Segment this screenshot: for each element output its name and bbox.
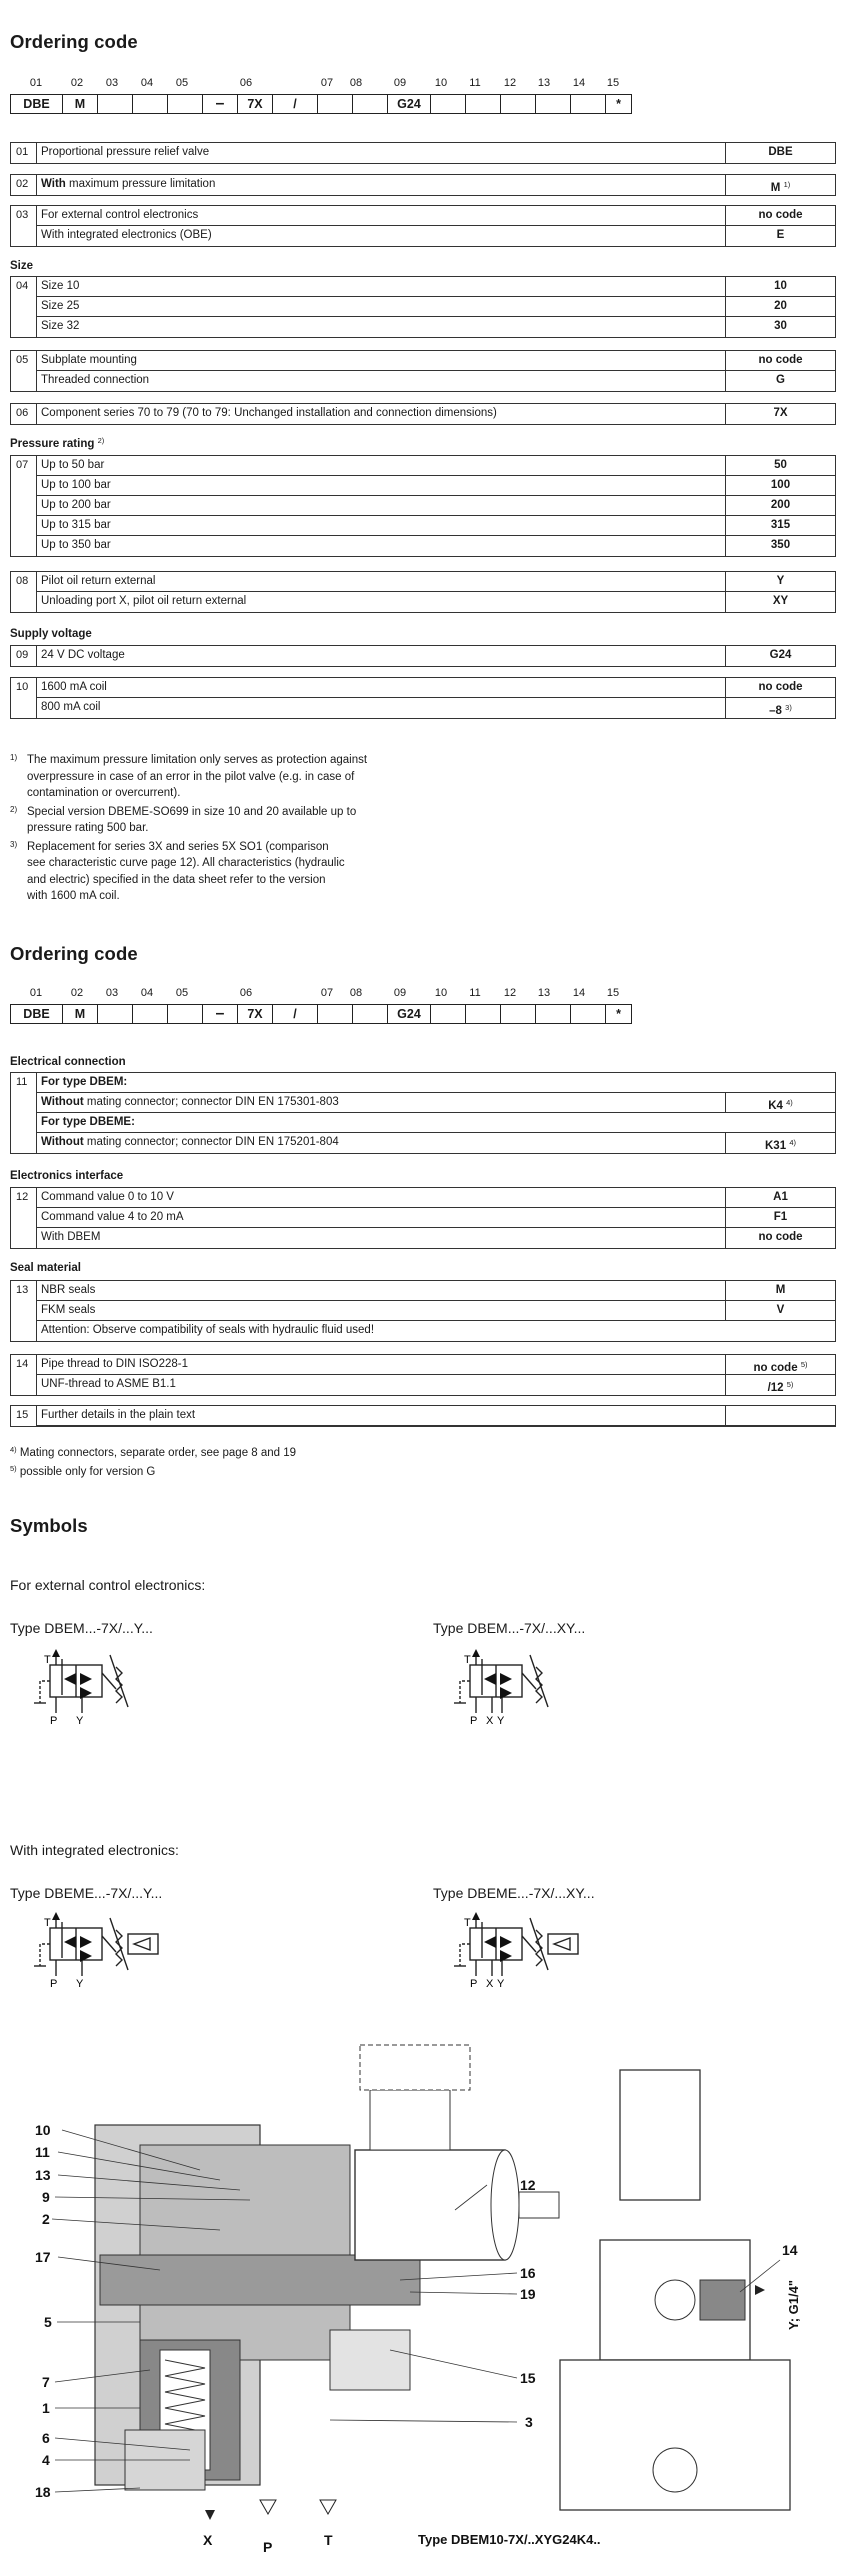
code-cell-13: [536, 1005, 571, 1023]
pilot-section-shape: [100, 2255, 420, 2305]
code-cell-09: G24: [388, 1005, 431, 1023]
symbol-type-c: Type DBEME...-7X/...Y...: [10, 1885, 163, 1901]
row-code: 7X: [725, 404, 835, 424]
row-desc: 24 V DC voltage: [41, 649, 125, 661]
code-cell-03: [98, 1005, 133, 1023]
table-row: [37, 1113, 835, 1133]
callout-19: 19: [520, 2286, 536, 2302]
pos-01: 01: [29, 987, 43, 999]
row-code: K4 $^{4)}$: [725, 1093, 835, 1112]
table-row: [37, 226, 835, 246]
table-08: [10, 571, 836, 613]
code-cell-11: [466, 1005, 501, 1023]
table-row: [37, 698, 835, 718]
code-cell-14: [571, 1005, 606, 1023]
row-code: M $^{1)}$: [725, 175, 835, 195]
table-index: 14: [11, 1355, 37, 1395]
ordering-code-strip: [10, 94, 632, 114]
table-row: [37, 1188, 835, 1208]
row-desc: With DBEM: [41, 1231, 101, 1243]
table-row: [37, 678, 835, 698]
row-desc: UNF-thread to ASME B1.1: [41, 1378, 176, 1390]
table-row: [37, 1301, 835, 1321]
row-code: F1: [725, 1208, 835, 1227]
table-15: [10, 1405, 836, 1427]
pos-05: 05: [175, 77, 189, 89]
table-index: 05: [11, 351, 37, 391]
row-desc: Size 32: [41, 320, 80, 332]
row-desc: Size 10: [41, 280, 80, 292]
row-code: 10: [725, 277, 835, 296]
row-desc: NBR seals: [41, 1284, 96, 1296]
callout-14: 14: [782, 2242, 798, 2258]
position-numbers: [0, 77, 853, 91]
table-row: [37, 317, 835, 337]
row-code: 315: [725, 516, 835, 535]
table-row: [37, 536, 835, 556]
side-solenoid-shape: [620, 2070, 700, 2200]
port-x-arrow: [205, 2510, 215, 2520]
port-t-label: T: [464, 1654, 471, 1666]
drawing-caption: Type DBEM10-7X/..XYG24K4..: [418, 2532, 601, 2547]
pos-04: 04: [140, 987, 154, 999]
pos-07: 07: [320, 77, 334, 89]
row-desc: Component series 70 to 79 (70 to 79: Unchanged installation and connection dimensions): [41, 407, 497, 419]
table-index: 12: [11, 1188, 37, 1248]
table-row: [37, 404, 835, 424]
table-index: 13: [11, 1281, 37, 1341]
table-row: [37, 1321, 835, 1341]
pos-06: 06: [239, 987, 253, 999]
row-desc: Threaded connection: [41, 374, 150, 386]
pos-07: 07: [320, 987, 334, 999]
row-code: no code: [725, 351, 835, 370]
table-row: [37, 1093, 835, 1113]
external-electronics-label: For external control electronics:: [10, 1577, 206, 1593]
code-cell-10: [431, 1005, 466, 1023]
code-cell-05: [168, 1005, 203, 1023]
pos-06: 06: [239, 77, 253, 89]
code-dash: –: [203, 95, 238, 113]
symbol-type-a: Type DBEM...-7X/...Y...: [10, 1620, 153, 1636]
hydraulic-symbol-c: [20, 1908, 180, 1990]
callout-16: 16: [520, 2265, 536, 2281]
electronics-interface-heading: Electronics interface: [10, 1170, 124, 1182]
table-07: [10, 455, 836, 557]
callout-7: 7: [42, 2374, 50, 2390]
table-row: [37, 297, 835, 317]
row-code: 200: [725, 496, 835, 515]
footnote-4: $^{4)}$ Mating connectors, separate order, see page 8 and 19: [10, 1445, 297, 1459]
electrical-connection-heading: Electrical connection: [10, 1056, 126, 1068]
hydraulic-symbol-a: [20, 1645, 180, 1727]
code-cell-15: *: [616, 97, 621, 111]
table-05: [10, 350, 836, 392]
code-cell-12: [501, 1005, 536, 1023]
position-numbers-2: [0, 987, 853, 1001]
callout-12: 12: [520, 2177, 536, 2193]
code-cell-01: DBE: [11, 95, 63, 113]
table-row: [37, 277, 835, 297]
manual-override-shape: [519, 2192, 559, 2218]
callout-13: 13: [35, 2167, 51, 2183]
callout-10: 10: [35, 2122, 51, 2138]
table-row: [37, 206, 835, 226]
pos-13: 13: [537, 987, 551, 999]
port-t-label: T: [464, 1917, 471, 1929]
row-desc: Up to 100 bar: [41, 479, 111, 491]
table-index: 03: [11, 206, 37, 246]
code-cell-08: [353, 1005, 388, 1023]
pos-13: 13: [537, 77, 551, 89]
code-slash: /: [273, 1005, 318, 1023]
row-code: DBE: [725, 143, 835, 163]
footnotes-1: [10, 752, 430, 905]
row-code: 350: [725, 536, 835, 556]
row-desc: With maximum pressure limitation: [41, 178, 216, 190]
row-desc: Up to 350 bar: [41, 539, 111, 551]
code-cell-10: [431, 95, 466, 113]
symbol-type-b: Type DBEM...-7X/...XY...: [433, 1620, 586, 1636]
row-code: XY: [725, 592, 835, 612]
table-index: 07: [11, 456, 37, 556]
row-desc: Further details in the plain text: [41, 1409, 196, 1421]
pos-10: 10: [434, 77, 448, 89]
row-desc: Proportional pressure relief valve: [41, 146, 210, 158]
table-row: [37, 1281, 835, 1301]
port-t-label: T: [324, 2532, 333, 2548]
row-desc: For type DBEM:: [41, 1076, 128, 1088]
port-p-arrow: [260, 2500, 276, 2514]
row-desc: Command value 0 to 10 V: [41, 1191, 174, 1203]
code-cell-15: *: [616, 1007, 621, 1021]
callout-3: 3: [525, 2414, 533, 2430]
table-row: [37, 572, 835, 592]
row-desc: Up to 200 bar: [41, 499, 111, 511]
row-desc: Up to 315 bar: [41, 519, 111, 531]
row-code: V: [725, 1301, 835, 1320]
pos-09: 09: [393, 77, 407, 89]
table-index: 15: [11, 1406, 37, 1426]
row-desc: Size 25: [41, 300, 80, 312]
code-slash: /: [273, 95, 318, 113]
pos-03: 03: [105, 77, 119, 89]
pilot-body-shape: [140, 2145, 350, 2360]
pos-10: 10: [434, 987, 448, 999]
code-cell-09: G24: [388, 95, 431, 113]
plug-dashed-shape: [360, 2045, 470, 2090]
code-cell-06: 7X: [238, 95, 273, 113]
table-09: [10, 645, 836, 667]
pos-08: 08: [349, 987, 363, 999]
row-code: G: [725, 371, 835, 391]
table-04: [10, 276, 836, 338]
row-code: 30: [725, 317, 835, 337]
callout-15: 15: [520, 2370, 536, 2386]
row-desc: FKM seals: [41, 1304, 96, 1316]
table-06: [10, 403, 836, 425]
row-code: no code: [725, 1228, 835, 1248]
callout-11: 11: [35, 2144, 50, 2160]
port-y-plug-shape: [700, 2280, 745, 2320]
code-cell-07: [318, 1005, 353, 1023]
table-index: 08: [11, 572, 37, 612]
pos-09: 09: [393, 987, 407, 999]
table-index: 04: [11, 277, 37, 337]
row-code: /12 $^{5)}$: [725, 1375, 835, 1395]
table-01: [10, 142, 836, 164]
row-desc: Without mating connector; connector DIN EN 175301-803: [41, 1096, 339, 1108]
row-code: Y: [725, 572, 835, 591]
table-row: [37, 351, 835, 371]
port-p-label: P: [50, 1715, 58, 1727]
ordering-code-title: Ordering code: [10, 31, 138, 52]
row-code: no code $^{5)}$: [725, 1355, 835, 1374]
integrated-electronics-label: With integrated electronics:: [10, 1842, 179, 1858]
pos-02: 02: [70, 77, 84, 89]
code-cell-12: [501, 95, 536, 113]
row-code: K31 $^{4)}$: [725, 1133, 835, 1153]
footnote-3: 3) Replacement for series 3X and series 5X SO1 (comparison see characteristic curve page 12). All characteristics (hydraulic and electric) specified in the data sheet refer to the version with 1600 mA coil.: [10, 839, 345, 902]
pressure-heading: Pressure rating $^{2)}$: [10, 436, 105, 450]
pos-14: 14: [572, 77, 586, 89]
row-code: no code: [725, 206, 835, 225]
row-code: –8 $^{3)}$: [725, 698, 835, 718]
row-desc: Pipe thread to DIN ISO228-1: [41, 1358, 189, 1370]
pos-15: 15: [606, 987, 620, 999]
attention-note: Attention: Observe compatibility of seals with hydraulic fluid used!: [41, 1324, 375, 1336]
table-14: [10, 1354, 836, 1396]
callout-6: 6: [42, 2430, 50, 2446]
side-main-body-shape: [560, 2360, 790, 2510]
footnote-5: $^{5)}$ possible only for version G: [10, 1464, 156, 1478]
code-cell-13: [536, 95, 571, 113]
callout-5: 5: [44, 2314, 52, 2330]
code-cell-02: M: [63, 1005, 98, 1023]
table-index: 02: [11, 175, 37, 195]
callout-17: 17: [35, 2249, 51, 2265]
callout-2: 2: [42, 2211, 50, 2227]
row-desc: With integrated electronics (OBE): [41, 229, 212, 241]
callout-18: 18: [35, 2484, 51, 2500]
port-y-label: Y: [76, 1715, 84, 1727]
table-row: [37, 456, 835, 476]
row-desc: Unloading port X, pilot oil return external: [41, 595, 247, 607]
hydraulic-symbol-d: [440, 1908, 600, 1990]
row-desc: 800 mA coil: [41, 701, 101, 713]
code-cell-06: 7X: [238, 1005, 273, 1023]
table-10: [10, 677, 836, 719]
row-desc: Pilot oil return external: [41, 575, 156, 587]
table-row: [37, 1208, 835, 1228]
row-desc: 1600 mA coil: [41, 681, 107, 693]
row-code: 20: [725, 297, 835, 316]
table-row: [37, 1073, 835, 1093]
code-cell-02: M: [63, 95, 98, 113]
port-p-label: P: [470, 1715, 478, 1727]
symbols-title: Symbols: [10, 1515, 88, 1536]
table-row: [37, 1355, 835, 1375]
hydraulic-symbol-b: [440, 1645, 600, 1727]
table-row: [37, 476, 835, 496]
port-t-label: T: [44, 1917, 51, 1929]
port-x-label: X: [203, 2532, 213, 2548]
port-x-label: X: [486, 1978, 494, 1990]
supply-heading: Supply voltage: [10, 628, 92, 640]
row-code: A1: [725, 1188, 835, 1207]
solenoid-end-shape: [491, 2150, 519, 2260]
pos-12: 12: [503, 987, 517, 999]
t-port-shape: [330, 2330, 410, 2390]
callout-1: 1: [42, 2400, 50, 2416]
pos-11: 11: [469, 77, 481, 89]
pos-14: 14: [572, 987, 586, 999]
pos-04: 04: [140, 77, 154, 89]
pos-15: 15: [606, 77, 620, 89]
ordering-code-title-2: Ordering code: [10, 943, 138, 964]
row-code: G24: [725, 646, 835, 666]
port-y-label: Y: [497, 1715, 505, 1727]
row-code: E: [725, 226, 835, 246]
callout-4: 4: [42, 2452, 50, 2468]
pos-11: 11: [469, 987, 481, 999]
port-p-label: P: [50, 1978, 58, 1990]
table-03: [10, 205, 836, 247]
table-02: [10, 174, 836, 196]
code-cell-03: [98, 95, 133, 113]
table-row: [37, 371, 835, 391]
footnote-2: 2) Special version DBEME-SO699 in size 10 and 20 available up to pressure rating 500 bar.: [10, 804, 357, 834]
code-cell-01: DBE: [11, 1005, 63, 1023]
table-row: [37, 646, 835, 666]
port-p-label: P: [470, 1978, 478, 1990]
size-heading: Size: [10, 260, 34, 272]
empty-code-cell: [725, 1406, 835, 1426]
row-desc: For external control electronics: [41, 209, 199, 221]
port-x-label: X: [486, 1715, 494, 1727]
table-row: [37, 143, 835, 163]
row-code: 50: [725, 456, 835, 475]
table-index: 11: [11, 1073, 37, 1153]
row-desc: For type DBEME:: [41, 1116, 135, 1128]
table-row: [37, 1406, 835, 1426]
callout-9: 9: [42, 2189, 50, 2205]
code-cell-11: [466, 95, 501, 113]
table-12: [10, 1187, 836, 1249]
code-cell-04: [133, 95, 168, 113]
table-index: 01: [11, 143, 37, 163]
code-cell-07: [318, 95, 353, 113]
row-desc: Subplate mounting: [41, 354, 137, 366]
code-cell-14: [571, 95, 606, 113]
port-t-label: T: [44, 1654, 51, 1666]
row-desc: Without mating connector; connector DIN EN 175201-804: [41, 1136, 339, 1148]
solenoid-shape: [355, 2150, 505, 2260]
code-dash: –: [203, 1005, 238, 1023]
row-code: no code: [725, 678, 835, 697]
table-row: [37, 516, 835, 536]
port-p-label: P: [263, 2539, 273, 2555]
table-row: [37, 175, 835, 195]
footnote-1: 1) The maximum pressure limitation only serves as protection against overpressure in case of an error in the pilot valve (e.g. in case of contamination or overcurrent).: [10, 753, 368, 799]
port-y-arrow: [755, 2285, 765, 2295]
table-row: [37, 1133, 835, 1153]
table-index: 09: [11, 646, 37, 666]
pos-05: 05: [175, 987, 189, 999]
port-y-label: Y: [497, 1978, 505, 1990]
pos-02: 02: [70, 987, 84, 999]
port-t-arrow: [320, 2500, 336, 2514]
table-11: [10, 1072, 836, 1154]
code-cell-05: [168, 95, 203, 113]
row-code: M: [725, 1281, 835, 1300]
row-desc: Up to 50 bar: [41, 459, 105, 471]
code-cell-08: [353, 95, 388, 113]
table-row: [37, 496, 835, 516]
row-code: 100: [725, 476, 835, 495]
code-cell-04: [133, 1005, 168, 1023]
table-index: 06: [11, 404, 37, 424]
table-row: [37, 1375, 835, 1395]
symbol-type-d: Type DBEME...-7X/...XY...: [433, 1885, 595, 1901]
pos-08: 08: [349, 77, 363, 89]
thread-label: Y; G1/4": [786, 2280, 801, 2330]
table-row: [37, 592, 835, 612]
port-y-label: Y: [76, 1978, 84, 1990]
table-index: 10: [11, 678, 37, 718]
pos-01: 01: [29, 77, 43, 89]
row-desc: Command value 4 to 20 mA: [41, 1211, 184, 1223]
table-13: [10, 1280, 836, 1342]
seal-material-heading: Seal material: [10, 1262, 81, 1274]
connector-shape: [370, 2090, 450, 2150]
valve-sectional-drawing: [0, 2030, 853, 2560]
table-row: [37, 1228, 835, 1248]
pos-12: 12: [503, 77, 517, 89]
pos-03: 03: [105, 987, 119, 999]
ordering-code-strip-2: [10, 1004, 632, 1024]
